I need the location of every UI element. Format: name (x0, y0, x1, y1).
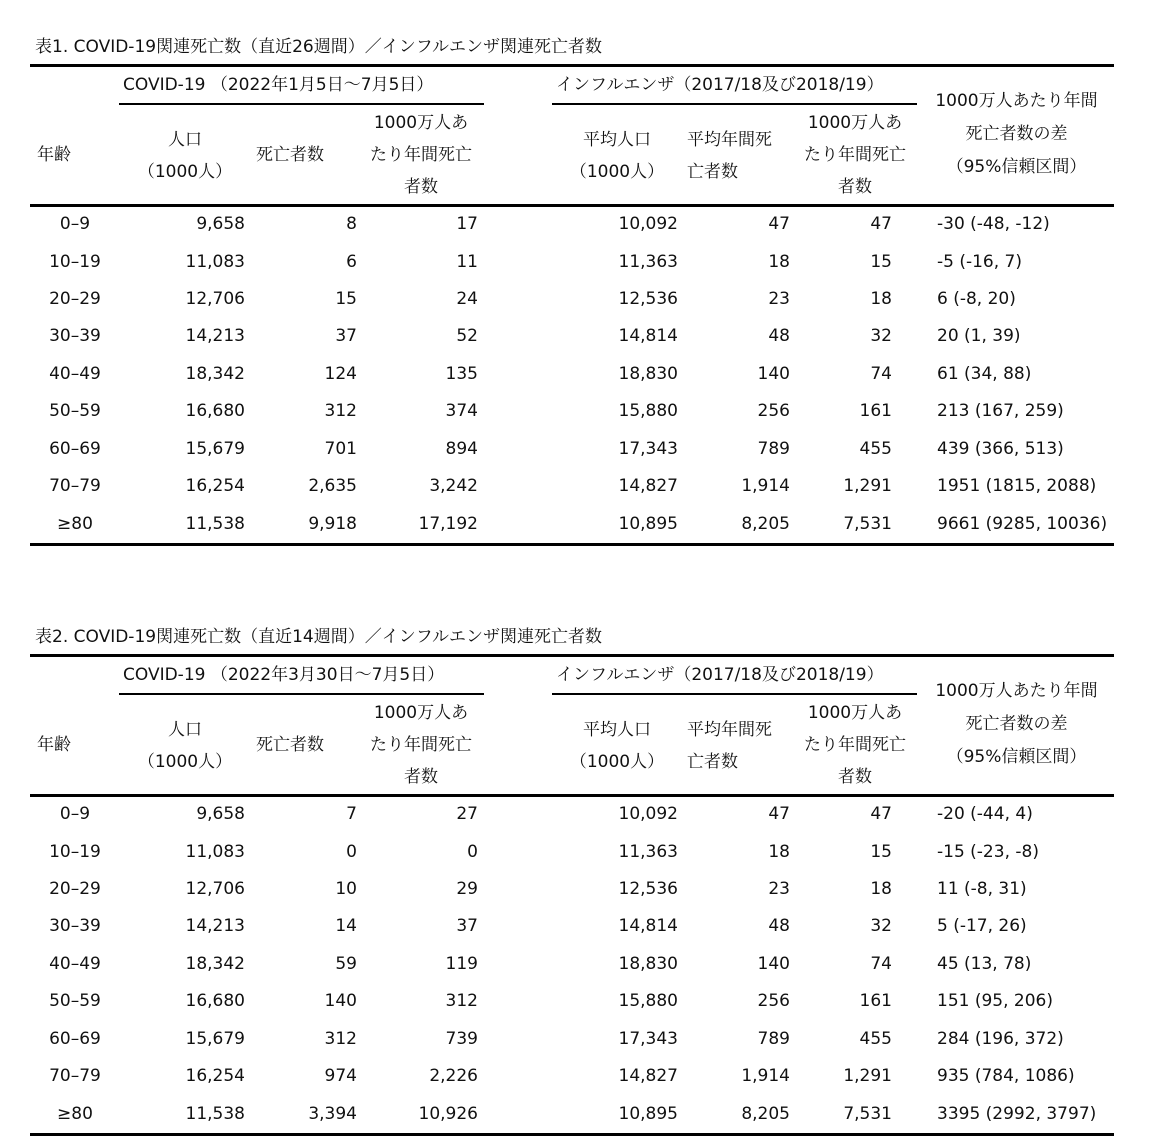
header-avgdeaths-line1: 平均年間死 (687, 720, 772, 740)
cell-flurate: 15 (870, 842, 892, 862)
header-rate-line2: たり年間死亡 (370, 735, 472, 755)
cell-flurate: 161 (859, 991, 892, 1011)
cell-age: 40–49 (49, 954, 101, 974)
cell-flurate: 47 (870, 804, 892, 824)
cell-pop: 18,342 (185, 954, 245, 974)
cell-avgpop: 12,536 (618, 289, 678, 309)
cell-rate: 11 (456, 252, 478, 272)
cell-rate: 894 (445, 439, 478, 459)
cell-avgpop: 12,536 (618, 879, 678, 899)
cell-diff: -30 (-48, -12) (937, 214, 1050, 234)
table-title: 表2. COVID-19関連死亡数（直近14週間）／インフルエンザ関連死亡者数 (35, 627, 603, 647)
cell-flurate: 32 (870, 326, 892, 346)
cell-deaths: 10 (335, 879, 357, 899)
cell-avgdeaths: 256 (757, 991, 790, 1011)
cell-rate: 739 (445, 1029, 478, 1049)
cell-pop: 16,680 (185, 991, 245, 1011)
header-flurate-line3: 者数 (838, 767, 872, 787)
header-deaths: 死亡者数 (256, 145, 324, 165)
cell-avgdeaths: 789 (757, 1029, 790, 1049)
cell-age: 50–59 (49, 991, 101, 1011)
cell-avgpop: 14,814 (618, 326, 678, 346)
cell-avgdeaths: 140 (757, 954, 790, 974)
cell-rate: 2,226 (429, 1066, 478, 1086)
cell-avgpop: 17,343 (618, 1029, 678, 1049)
cell-avgdeaths: 140 (757, 364, 790, 384)
cell-pop: 15,679 (185, 439, 245, 459)
cell-deaths: 312 (324, 401, 357, 421)
cell-pop: 11,083 (185, 252, 245, 272)
header-diff-line3: （95%信頼区間） (946, 157, 1087, 177)
cell-age: 20–29 (49, 879, 101, 899)
cell-avgdeaths: 48 (768, 916, 790, 936)
cell-age: 0–9 (59, 804, 91, 824)
cell-rate: 10,926 (418, 1104, 478, 1124)
cell-deaths: 701 (324, 439, 357, 459)
header-rate-line3: 者数 (404, 767, 438, 787)
cell-flurate: 15 (870, 252, 892, 272)
cell-deaths: 140 (324, 991, 357, 1011)
cell-flurate: 1,291 (843, 476, 892, 496)
cell-diff: -15 (-23, -8) (937, 842, 1039, 862)
header-rate-line3: 者数 (404, 177, 438, 197)
cell-age: 70–79 (49, 1066, 101, 1086)
cell-pop: 14,213 (185, 916, 245, 936)
cell-avgpop: 10,895 (618, 514, 678, 534)
cell-deaths: 8 (346, 214, 357, 234)
cell-pop: 11,538 (185, 514, 245, 534)
header-avgdeaths-line2: 亡者数 (687, 162, 738, 182)
header-avgdeaths-line2: 亡者数 (687, 752, 738, 772)
cell-diff: 6 (-8, 20) (937, 289, 1016, 309)
cell-diff: 11 (-8, 31) (937, 879, 1027, 899)
cell-pop: 11,083 (185, 842, 245, 862)
header-rate-line2: たり年間死亡 (370, 145, 472, 165)
cell-deaths: 6 (346, 252, 357, 272)
cell-avgpop: 18,830 (618, 364, 678, 384)
bottom-rule (30, 543, 1114, 546)
cell-deaths: 14 (335, 916, 357, 936)
cell-pop: 11,538 (185, 1104, 245, 1124)
cell-rate: 29 (456, 879, 478, 899)
cell-deaths: 37 (335, 326, 357, 346)
cell-avgpop: 10,895 (618, 1104, 678, 1124)
cell-diff: -20 (-44, 4) (937, 804, 1033, 824)
cell-flurate: 18 (870, 879, 892, 899)
cell-deaths: 974 (324, 1066, 357, 1086)
header-diff-line1: 1000万人あたり年間 (935, 681, 1098, 701)
cell-rate: 0 (467, 842, 478, 862)
header-avgdeaths-line1: 平均年間死 (687, 130, 772, 150)
cell-avgpop: 11,363 (618, 842, 678, 862)
cell-avgdeaths: 1,914 (741, 476, 790, 496)
cell-avgdeaths: 1,914 (741, 1066, 790, 1086)
cell-rate: 52 (456, 326, 478, 346)
cell-flurate: 7,531 (843, 514, 892, 534)
cell-rate: 24 (456, 289, 478, 309)
cell-avgdeaths: 8,205 (741, 1104, 790, 1124)
cell-diff: 61 (34, 88) (937, 364, 1032, 384)
cell-rate: 17 (456, 214, 478, 234)
cell-flurate: 74 (870, 364, 892, 384)
cell-age: 50–59 (49, 401, 101, 421)
cell-avgpop: 14,814 (618, 916, 678, 936)
header-deaths: 死亡者数 (256, 735, 324, 755)
cell-age: 30–39 (49, 916, 101, 936)
cell-rate: 3,242 (429, 476, 478, 496)
cell-pop: 9,658 (196, 804, 245, 824)
covid-group-rule (119, 693, 484, 695)
cell-rate: 37 (456, 916, 478, 936)
header-flurate-line1: 1000万人あ (807, 113, 903, 133)
cell-avgpop: 17,343 (618, 439, 678, 459)
cell-age: 60–69 (49, 1029, 101, 1049)
cell-pop: 15,679 (185, 1029, 245, 1049)
cell-diff: 9661 (9285, 10036) (937, 514, 1108, 534)
cell-diff: 439 (366, 513) (937, 439, 1064, 459)
header-flurate-line1: 1000万人あ (807, 703, 903, 723)
cell-avgdeaths: 789 (757, 439, 790, 459)
flu-group-header: インフルエンザ（2017/18及び2018/19） (556, 665, 884, 685)
flu-group-rule (552, 693, 917, 695)
cell-avgpop: 15,880 (618, 401, 678, 421)
covid-group-header: COVID-19 （2022年1月5日～7月5日） (123, 75, 434, 95)
cell-deaths: 312 (324, 1029, 357, 1049)
top-rule (30, 654, 1114, 657)
cell-diff: 935 (784, 1086) (937, 1066, 1075, 1086)
cell-avgpop: 14,827 (618, 476, 678, 496)
cell-deaths: 3,394 (308, 1104, 357, 1124)
table-title: 表1. COVID-19関連死亡数（直近26週間）／インフルエンザ関連死亡者数 (35, 37, 603, 57)
cell-diff: 284 (196, 372) (937, 1029, 1064, 1049)
cell-deaths: 0 (346, 842, 357, 862)
bottom-rule (30, 1133, 1114, 1136)
cell-avgpop: 15,880 (618, 991, 678, 1011)
cell-age: 0–9 (59, 214, 91, 234)
cell-rate: 27 (456, 804, 478, 824)
header-avgpop-line2: （1000人） (569, 752, 665, 772)
cell-age: 10–19 (49, 252, 101, 272)
cell-rate: 374 (445, 401, 478, 421)
cell-flurate: 161 (859, 401, 892, 421)
cell-pop: 12,706 (185, 879, 245, 899)
cell-deaths: 15 (335, 289, 357, 309)
cell-age: 60–69 (49, 439, 101, 459)
cell-diff: -5 (-16, 7) (937, 252, 1023, 272)
cell-deaths: 59 (335, 954, 357, 974)
header-pop-line1: 人口 (168, 720, 202, 740)
cell-avgpop: 10,092 (618, 214, 678, 234)
header-flurate-line2: たり年間死亡 (804, 145, 906, 165)
header-age: 年齢 (37, 735, 71, 755)
cell-diff: 1951 (1815, 2088) (937, 476, 1097, 496)
covid-group-rule (119, 103, 484, 105)
cell-avgdeaths: 18 (768, 252, 790, 272)
cell-pop: 18,342 (185, 364, 245, 384)
cell-avgpop: 10,092 (618, 804, 678, 824)
header-pop-line1: 人口 (168, 130, 202, 150)
cell-avgdeaths: 256 (757, 401, 790, 421)
cell-diff: 151 (95, 206) (937, 991, 1054, 1011)
header-diff-line1: 1000万人あたり年間 (935, 91, 1098, 111)
header-avgpop-line2: （1000人） (569, 162, 665, 182)
header-diff-line2: 死亡者数の差 (965, 714, 1068, 734)
cell-flurate: 1,291 (843, 1066, 892, 1086)
header-diff-line2: 死亡者数の差 (965, 124, 1068, 144)
cell-flurate: 455 (859, 1029, 892, 1049)
cell-flurate: 47 (870, 214, 892, 234)
cell-avgdeaths: 18 (768, 842, 790, 862)
cell-avgdeaths: 8,205 (741, 514, 790, 534)
header-rule (30, 794, 1114, 797)
header-avgpop-line1: 平均人口 (583, 130, 651, 150)
cell-diff: 45 (13, 78) (937, 954, 1032, 974)
header-pop-line2: （1000人） (137, 752, 233, 772)
header-diff-line3: （95%信頼区間） (946, 747, 1087, 767)
cell-deaths: 2,635 (308, 476, 357, 496)
cell-avgdeaths: 23 (768, 289, 790, 309)
cell-age: 20–29 (49, 289, 101, 309)
cell-deaths: 9,918 (308, 514, 357, 534)
cell-pop: 16,254 (185, 1066, 245, 1086)
cell-deaths: 124 (324, 364, 357, 384)
cell-rate: 135 (445, 364, 478, 384)
cell-avgdeaths: 47 (768, 804, 790, 824)
cell-pop: 16,680 (185, 401, 245, 421)
cell-age: 10–19 (49, 842, 101, 862)
cell-age: ≥80 (57, 514, 93, 534)
header-flurate-line2: たり年間死亡 (804, 735, 906, 755)
cell-age: ≥80 (57, 1104, 93, 1124)
cell-flurate: 7,531 (843, 1104, 892, 1124)
cell-avgdeaths: 23 (768, 879, 790, 899)
cell-pop: 9,658 (196, 214, 245, 234)
flu-group-rule (552, 103, 917, 105)
cell-pop: 14,213 (185, 326, 245, 346)
header-rule (30, 204, 1114, 207)
cell-flurate: 18 (870, 289, 892, 309)
cell-flurate: 32 (870, 916, 892, 936)
cell-avgpop: 14,827 (618, 1066, 678, 1086)
cell-rate: 312 (445, 991, 478, 1011)
cell-rate: 17,192 (418, 514, 478, 534)
cell-rate: 119 (445, 954, 478, 974)
cell-avgpop: 18,830 (618, 954, 678, 974)
cell-diff: 20 (1, 39) (937, 326, 1021, 346)
header-age: 年齢 (37, 145, 71, 165)
header-rate-line1: 1000万人あ (373, 113, 469, 133)
cell-age: 40–49 (49, 364, 101, 384)
cell-pop: 16,254 (185, 476, 245, 496)
cell-flurate: 74 (870, 954, 892, 974)
header-rate-line1: 1000万人あ (373, 703, 469, 723)
top-rule (30, 64, 1114, 67)
cell-avgpop: 11,363 (618, 252, 678, 272)
cell-deaths: 7 (346, 804, 357, 824)
cell-age: 70–79 (49, 476, 101, 496)
cell-diff: 213 (167, 259) (937, 401, 1064, 421)
cell-diff: 5 (-17, 26) (937, 916, 1027, 936)
cell-avgdeaths: 48 (768, 326, 790, 346)
header-pop-line2: （1000人） (137, 162, 233, 182)
cell-diff: 3395 (2992, 3797) (937, 1104, 1097, 1124)
header-flurate-line3: 者数 (838, 177, 872, 197)
header-avgpop-line1: 平均人口 (583, 720, 651, 740)
cell-pop: 12,706 (185, 289, 245, 309)
flu-group-header: インフルエンザ（2017/18及び2018/19） (556, 75, 884, 95)
covid-group-header: COVID-19 （2022年3月30日～7月5日） (123, 665, 445, 685)
cell-avgdeaths: 47 (768, 214, 790, 234)
cell-age: 30–39 (49, 326, 101, 346)
cell-flurate: 455 (859, 439, 892, 459)
